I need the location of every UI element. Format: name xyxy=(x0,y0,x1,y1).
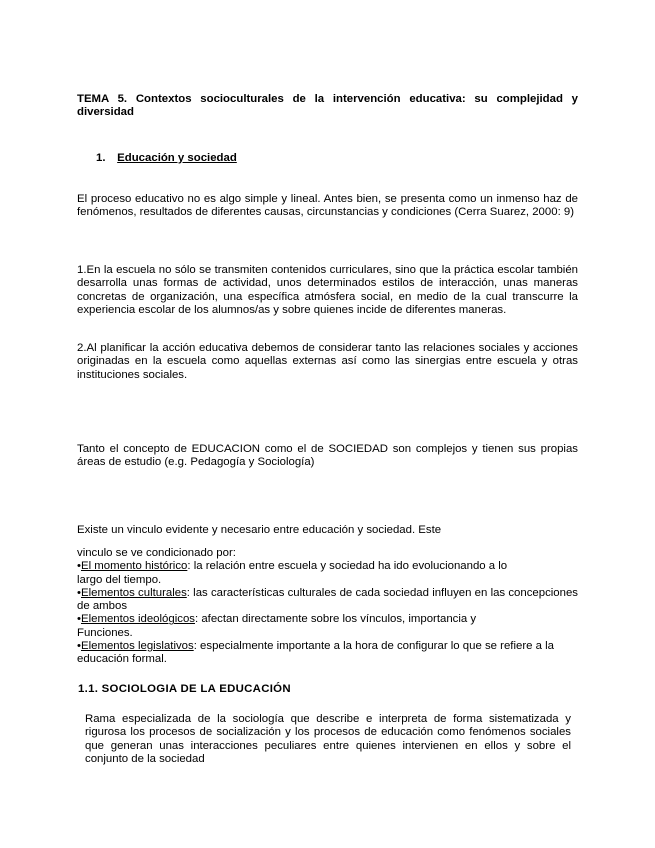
paragraph-sociologia-definicion: Rama especializada de la sociología que describe e interpreta de forma sistematizada y rigurosa los procesos de socialización y los procesos de educación como fenómenos sociales que generan unas interacciones peculiares entre quienes intervienen en ellos y sobre el conjunto de la sociedad xyxy=(85,713,571,765)
paragraph-educacion-sociedad: Tanto el concepto de EDUCACION como el de SOCIEDAD son complejos y tienen sus propias áreas de estudio (e.g. Pedagogía y Sociología) xyxy=(77,443,578,469)
bullet: • xyxy=(77,640,81,653)
paragraph-vinculo: Existe un vinculo evidente y necesario entre educación y sociedad. Este xyxy=(77,524,442,536)
section-number: 1. xyxy=(96,152,106,164)
list-item-text: : las características culturales de cada sociedad influyen en las concepciones de ambos xyxy=(77,586,578,613)
list-item-term: Elementos culturales xyxy=(81,586,187,599)
conditions-list xyxy=(77,547,578,667)
list-item xyxy=(77,613,497,640)
bullet: • xyxy=(77,586,81,599)
section-heading-1 xyxy=(96,152,237,165)
list-item-term: Elementos ideológicos xyxy=(81,613,195,626)
list-item xyxy=(77,587,578,614)
bullet: • xyxy=(77,560,81,573)
bullet: • xyxy=(77,613,81,626)
list-item-text: : especialmente importante a la hora de configurar lo que se refiere a la educación formal. xyxy=(77,640,554,666)
list-item xyxy=(77,640,578,667)
list-intro: vinculo se ve condicionado por: xyxy=(77,547,236,559)
list-item-term: Elementos legislativos xyxy=(81,640,194,653)
paragraph-proceso-educativo: El proceso educativo no es algo simple y lineal. Antes bien, se presenta como un inmenso haz de fenómenos, resultados de diferentes causas, circunstancias y condiciones (Cerra Suarez, 2000: 9) xyxy=(77,193,578,219)
page-title: TEMA 5. Contextos socioculturales de la intervención educativa: su complejidad y diversidad xyxy=(77,93,578,119)
list-item xyxy=(77,560,522,587)
section-heading-text: Educación y sociedad xyxy=(117,152,237,164)
paragraph-escuela: 1.En la escuela no sólo se transmiten contenidos curriculares, sino que la práctica escolar también desarrolla unas formas de actividad, unos determinados estilos de interacción, unas maneras concretas de organización, una específica atmósfera social, en medio de la cual transcurre la experiencia escolar de los alumnos/as y sobre quienes incide de diferentes maneras. xyxy=(77,264,578,316)
subsection-heading: 1.1. SOCIOLOGIA DE LA EDUCACIÓN xyxy=(78,683,291,695)
paragraph-planificar: 2.Al planificar la acción educativa debemos de considerar tanto las relaciones sociales y acciones originadas en la escuela como aquellas externas así como las sinergias entre escuela y otras instituciones sociales. xyxy=(77,342,578,381)
list-item-term: El momento histórico xyxy=(81,560,188,573)
list-item-text: : afectan directamente sobre los vínculos, importancia y Funciones. xyxy=(77,613,477,639)
list-item-text: : la relación entre escuela y sociedad ha ido evolucionando a lo largo del tiempo. xyxy=(77,560,508,586)
